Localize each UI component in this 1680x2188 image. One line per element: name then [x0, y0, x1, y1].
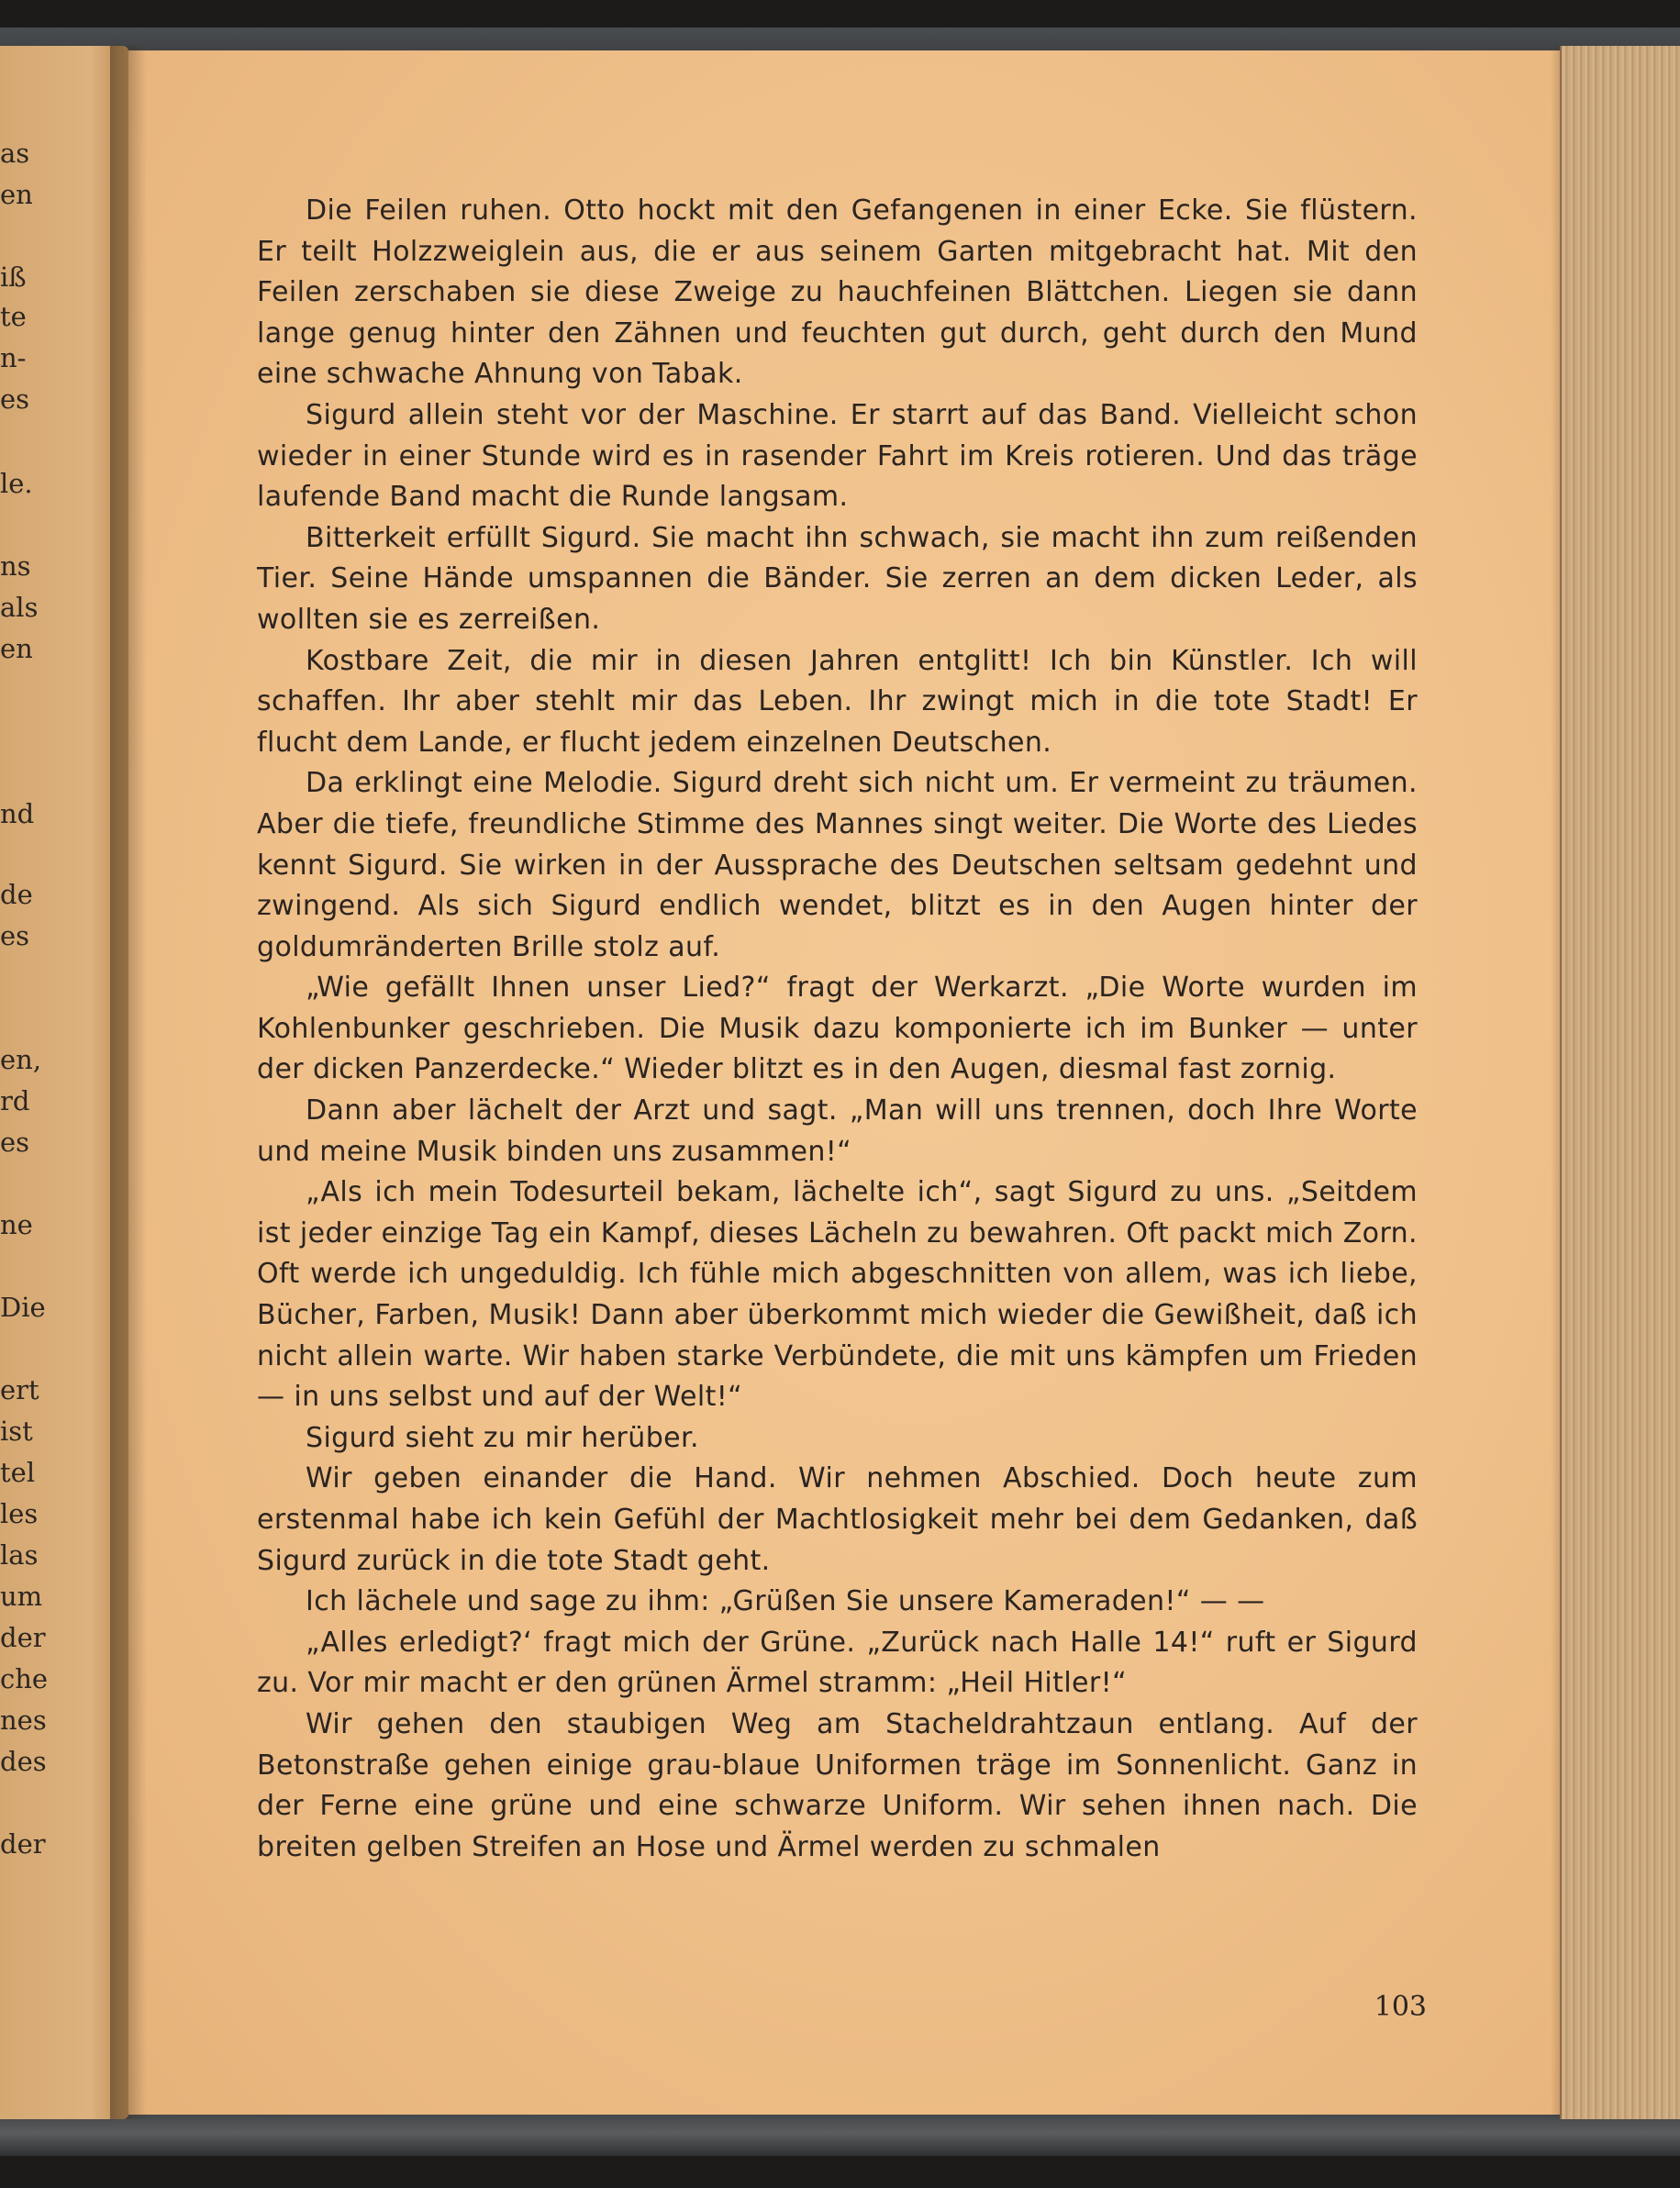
left-page-fragment: ert: [0, 1374, 39, 1405]
left-page-fragment: nes: [0, 1705, 47, 1736]
page-stack-edges: [1560, 46, 1680, 2119]
left-page-fragment: nd: [0, 798, 35, 829]
left-page-fragment: n-: [0, 342, 27, 373]
left-page-fragment: Die: [0, 1292, 46, 1323]
paragraph: „Alles erledigt?‘ fragt mich der Grüne. „Zurück nach Halle 14!“ ruft er Sigurd zu. Vor mir macht er den grünen Ärmel stramm: „Heil Hitler!“: [257, 1626, 1418, 1700]
paragraph: „Wie gefällt Ihnen unser Lied?“ fragt der Werkarzt. „Die Worte wurden im Kohlenbunker geschrieben. Die Musik dazu komponierte ich im Bunker — unter der dicken Panzerdecke.“ Wieder blitzt es in den Augen, diesmal fast zornig.: [257, 972, 1418, 1086]
left-page-fragment: en: [0, 179, 33, 210]
left-page-fragment: en: [0, 633, 33, 664]
left-page-fragment: les: [0, 1498, 39, 1529]
paragraph: „Als ich mein Todesurteil bekam, lächelte ich“, sagt Sigurd zu uns. „Seitdem ist jeder einzige Tag ein Kampf, dieses Lächeln zu bewahren. Oft packt mich Zorn. Oft werde ich ungeduldig. Ich fühle mich abgeschnitten von allem, was ich liebe, Bücher, Farben, Musik! Dann aber überkommt mich wieder die Gewißheit, daß ich nicht allein warte. Wir haben starke Verbündete, die mit uns kämpfen um Frieden — in uns selbst und auf der Welt!“: [257, 1176, 1418, 1414]
body-text: [257, 191, 1418, 1868]
paragraph: Dann aber lächelt der Arzt und sagt. „Man will uns trennen, doch Ihre Worte und meine Musik binden uns zusammen!“: [257, 1094, 1418, 1168]
left-page-fragment: ne: [0, 1209, 33, 1240]
book-cover-bottom-edge: [0, 2110, 1680, 2156]
left-page-fragment: de: [0, 879, 33, 910]
left-page-fragment: um: [0, 1581, 43, 1612]
left-page-fragment: der: [0, 1622, 46, 1653]
left-page-fragment: rd: [0, 1085, 30, 1116]
left-page-text-fragments: [0, 46, 128, 2119]
left-page-fragment: las: [0, 1539, 39, 1571]
left-page-fragment: ist: [0, 1416, 33, 1447]
paragraph: Die Feilen ruhen. Otto hockt mit den Gefangenen in einer Ecke. Sie flüstern. Er teilt Holzzweiglein aus, die er aus seinem Garten mitgebracht hat. Mit den Feilen zerschaben sie diese Zweige zu hauchfeinen Blättchen. Liegen sie dann lange genug hinter den Zähnen und feuchten gut durch, geht durch den Mund eine schwache Ahnung von Tabak.: [257, 194, 1418, 391]
left-page-fragment: as: [0, 138, 30, 169]
left-page-fragment: der: [0, 1828, 46, 1860]
left-page-fragment: te: [0, 301, 27, 332]
left-page-fragment: tel: [0, 1457, 36, 1488]
left-page-fragment: als: [0, 592, 39, 623]
paragraph: Ich lächele und sage zu ihm: „Grüßen Sie unsere Kameraden!“ — —: [306, 1585, 1265, 1618]
paragraph: Wir gehen den staubigen Weg am Stacheldrahtzaun entlang. Auf der Betonstraße gehen einige grau-blaue Uniformen träge im Sonnenlicht. Ganz in der Ferne eine grüne und eine schwarze Uniform. Wir sehen ihnen nach. Die breiten gelben Streifen an Hose und Ärmel werden zu schmalen: [257, 1707, 1418, 1863]
paragraph: Wir geben einander die Hand. Wir nehmen Abschied. Doch heute zum erstenmal habe ich kein Gefühl der Machtlosigkeit mehr bei dem Gedanken, daß Sigurd zurück in die tote Stadt geht.: [257, 1462, 1418, 1577]
left-page-fragment: che: [0, 1663, 49, 1694]
paragraph: Bitterkeit erfüllt Sigurd. Sie macht ihn schwach, sie macht ihn zum reißenden Tier. Seine Hände umspannen die Bänder. Sie zerren an dem dicken Leder, als wollten sie es zerreißen.: [257, 521, 1418, 636]
paragraph: Sigurd allein steht vor der Maschine. Er starrt auf das Band. Vielleicht schon wieder in einer Stunde wird es in rasender Fahrt im Kreis rotieren. Und das träge laufende Band macht die Runde langsam.: [257, 398, 1418, 514]
left-page-fragment: en,: [0, 1044, 42, 1075]
page-gutter-shadow: [110, 46, 147, 2119]
left-page-fragment: des: [0, 1746, 47, 1777]
paragraph: Kostbare Zeit, die mir in diesen Jahren entglitt! Ich bin Künstler. Ich will schaffen. Ihr aber stehlt mir das Leben. Ihr zwingt mich in die tote Stadt! Er flucht dem Lande, er flucht jedem einzelnen Deutschen.: [257, 644, 1418, 759]
page-number: 103: [1374, 1991, 1427, 2023]
left-page-fragment: ns: [0, 550, 31, 582]
left-page: [0, 46, 128, 2119]
left-page-fragment: le.: [0, 468, 33, 499]
left-page-fragment: es: [0, 920, 30, 951]
left-page-fragment: es: [0, 383, 30, 415]
paragraph: Sigurd sieht zu mir herüber.: [306, 1421, 699, 1454]
left-page-fragment: es: [0, 1127, 30, 1158]
paragraph: Da erklingt eine Melodie. Sigurd dreht sich nicht um. Er vermeint zu träumen. Aber die tiefe, freundliche Stimme des Mannes singt weiter. Die Worte des Liedes kennt Sigurd. Sie wirken in der Aussprache des Deutschen seltsam gedehnt und zwingend. Als sich Sigurd endlich wendet, blitzt es in den Augen hinter der goldumränderten Brille stolz auf.: [257, 767, 1418, 963]
left-page-fragment: iß: [0, 261, 27, 293]
